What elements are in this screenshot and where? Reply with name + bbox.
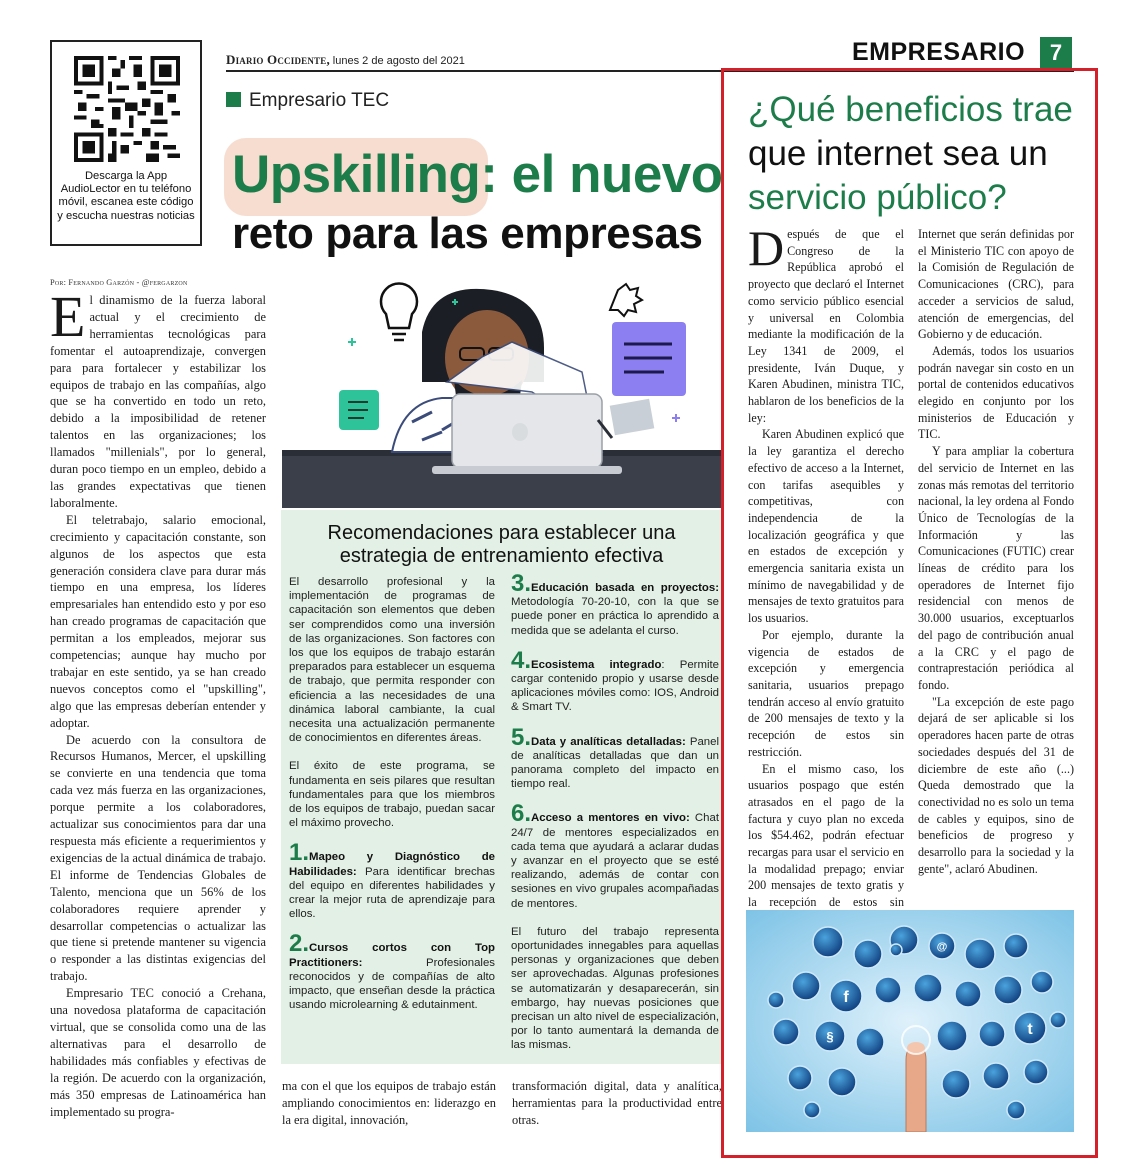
recommendation-number: 6.	[511, 800, 532, 828]
recommendation-item	[511, 723, 719, 792]
qr-code-box	[50, 40, 202, 246]
kicker-label: Empresario TEC	[249, 90, 390, 111]
qr-code-icon	[74, 56, 180, 162]
recommendation-item	[511, 570, 719, 638]
recommendation-item	[511, 800, 719, 910]
sidebar-paragraph: Después de que el Congreso de la República aprobó el proyecto que declaró el Internet como servicio público esencial y universal en Colombia mediante la modificación de la Ley 1341 de 2009, el presidente, Iván Duque, y Karen Abudinen, ministra TIC, hablaron de los beneficios de la ley:	[748, 220, 904, 425]
article-paragraph: Empresario TEC conoció a Crehana, una novedosa plataforma de capacitación virtual, que se consolida como una de las alternativas para el desarrollo de habilidades más confiables y efectivas de la región. De acuerdo con la organización, más 350 empresas de Latinoamérica han implementado su progra-	[50, 986, 266, 1119]
recommendation-item	[289, 930, 495, 1012]
main-article	[50, 284, 266, 1120]
recommendation-number: 5.	[511, 723, 532, 751]
sidebar-paragraph: Karen Abudinen explicó que la ley garantiza el derecho efectivo de acceso a la Internet, con tarifas asequibles y competitivas, con independencia de la localización geográfica y que en estados de excepción y emergencia sanitaria exista un mínimo de navegabilidad y de mensajes de texto gratuitos para los usuarios.	[748, 427, 904, 626]
headline-line-2: reto para las empresas	[232, 209, 703, 258]
recommendation-heading: Mapeo y Diagnóstico de Habilidades:	[289, 851, 495, 878]
article-paragraph: El teletrabajo, salario emocional, crecimiento y capacitación constante, son algunos de los aspectos que esta generación considera clave para durar más tiempo en una empresa, los líderes empresariales han entendido esto y por eso han creado programas de capacitación que permitan a los empleados, mejorar sus competencias; aunque hay mucho por trabajar en este sentido, ya se han creado nuevos conceptos como el "upskilling", algo que las empresas deberían entender y adoptar.	[50, 512, 266, 730]
recommendation-text: Chat 24/7 de mentores especializados en cada tema que ayudará a aclarar dudas y avanzar en el proyecto que se esté realizando, además de contar con sesiones en vivo grupales acompañadas de mentores.	[511, 812, 719, 910]
drop-cap: E	[50, 284, 86, 349]
recommendation-text: Profesionales reconocidos y de compañías de alto impacto, que enseñan desde la práctica usando microlearning & edutainment.	[289, 956, 495, 1012]
svg-text:f: f	[843, 989, 849, 1006]
recommendation-heading: Ecosistema integrado	[531, 658, 662, 671]
sidebar-column-1	[748, 220, 904, 944]
sidebar-paragraph: En el mismo caso, los usuarios pospago que estén atrasados en el pago de la factura y cuyo plan no exceda los $54.462, podrán efectuar recargas para usar el servicio en la modalidad prepago; enviar 200 mensajes de texto gratis y la recepción de estos sin	[748, 761, 904, 910]
article-paragraph: El dinamismo de la fuerza laboral actual y el crecimiento de herramientas tecnológicas para fomentar el autoaprendizaje, convergen para para fortalecer y estabilizar los equipos de trabajo en las compañías, algo que se ha convertido en todo un reto, debido a la imposibilidad de retener talentos en las organizaciones; los llamados "millenials", por lo general, duran poco tiempo en un empleo, debido a las grandes expectativas que tienen laboralmente.	[50, 284, 266, 510]
sidebar-column-2	[918, 226, 1074, 877]
article-continuation: transformación digital, data y analítica, herramientas para la productividad entre otras.	[512, 1079, 722, 1127]
sidebar-headline-line: que internet sea un	[748, 134, 1048, 173]
page-number: 7	[1040, 37, 1072, 68]
headline-line-1	[232, 142, 723, 208]
svg-text:t: t	[1027, 1021, 1033, 1038]
svg-text:§: §	[826, 1029, 834, 1044]
sidebar-paragraph: Además, todos los usuarios podrán navegar sin costo en un portal de contenidos educativos elegido en conjunto por los ministerios de Educación y TIC.	[918, 343, 1074, 442]
recommendations-box	[281, 510, 722, 1064]
recommendation-number: 2.	[289, 930, 310, 958]
sidebar-headline-line: ¿Qué beneficios trae	[748, 90, 1073, 129]
section-label: EMPRESARIO	[852, 38, 1026, 66]
recommendation-heading: Educación basada en proyectos:	[531, 582, 719, 594]
svg-text:@: @	[936, 941, 948, 953]
recommendations-column-right	[511, 570, 719, 1067]
recommendation-heading: Cursos cortos con Top Practitioners:	[289, 942, 495, 969]
article-paragraph: De acuerdo con la consultora de Recursos Humanos, Mercer, el upskilling se convierte en una tendencia que toma cada vez más fuerza en las organizaciones, porque permite a los colaboradores, actualizar sus conocimientos para dar una respuesta más eficiente a requerimientos y exigencias de la actual dinámica de trabajo. El informe de Tendencias Globales de Talento, menciona que un 56% de los colaboradores requiere aprender y desarrollar competencias o actualizar las que tiene si pretende mantener su vigencia o responder a las distintas exigencias del trabajo.	[50, 732, 266, 984]
issue-date: lunes 2 de agosto del 2021	[332, 55, 465, 67]
headline-keyword: Upskilling:	[232, 145, 498, 204]
recommendation-number: 1.	[289, 839, 310, 867]
article-continuation: ma con el que los equipos de trabajo están ampliando conocimientos en: liderazgo en la era digital, innovación,	[282, 1079, 496, 1127]
sidebar-headline	[748, 88, 1078, 220]
sidebar-headline-line: servicio público?	[748, 178, 1007, 217]
byline: Por: Fernando Garzón - @fergarzon	[50, 278, 188, 287]
headline-rest: el nuevo	[511, 145, 723, 204]
recommendation-item	[511, 646, 719, 715]
paper-name: Diario Occidente,	[226, 52, 330, 67]
drop-cap: D	[748, 220, 785, 276]
person-at-laptop-illustration	[282, 262, 722, 508]
recommendations-intro: El éxito de este programa, se fundamenta en seis pilares que resultan fundamentales para que los miembros de los equipos de trabajo, puedan sacar el máximo provecho.	[289, 760, 495, 830]
recommendation-heading: Acceso a mentores en vivo:	[531, 812, 690, 825]
recommendation-number: 3.	[511, 570, 532, 597]
kicker-square-icon	[226, 92, 241, 107]
recommendations-intro: El desarrollo profesional y la implementación de programas de capacitación son elementos que deben ser comprendidos como una inversión de las organizaciones. Son factores con los que los equipos de trabajo estarán preparados para establecer un esquema de trabajo, que permita responder con eficiencia a las necesidades de una dinámica laboral cambiante, la cual necesita una actualización permanente de conocimientos en diferentes áreas.	[289, 576, 495, 745]
recommendation-text: Panel de analíticas detalladas que dan un panorama completo del impacto en tiempo real.	[511, 735, 719, 791]
masthead	[226, 52, 465, 68]
recommendations-column-left	[289, 575, 495, 1026]
sidebar-paragraph: "La excepción de este pago dejará de ser aplicable si los operadores hacen parte de otras sociedades después del 31 de diciembre de este año (...) Queda demostrado que la conectividad no es solo un tema de cables y equipos, sino de beneficios de progreso y desarrollo para la sociedad y la gente", aclaró Abudinen.	[918, 694, 1074, 876]
recommendations-title: Recomendaciones para establecer una estrategia de entrenamiento efectiva	[327, 522, 676, 567]
recommendation-heading: Data y analíticas detalladas:	[531, 735, 686, 748]
sidebar-paragraph: Y para ampliar la cobertura del servicio de Internet en las zonas más remotas del territorio nacional, la ley ordena al Fondo Único de Tecnologías de la Información y las Comunicaciones (FUTIC) crear líneas de crédito para los operadores de Internet fijo residencial con menos de 30.000 usuarios, exceptuarlos del pago de contribución anual a la CRC y el pago de contraprestación periódica al fondo.	[918, 444, 1074, 692]
recommendations-closing: El futuro del trabajo representa oportunidades innegables para aquellas personas y organizaciones que deben ser aprovechadas. Algunas profesiones se automatizarán y desaparecerán, sin embargo, hay nuevas posiciones que precisan un alto nivel de especialización, por lo tanto aumentará la demanda de las mismas.	[511, 925, 719, 1052]
social-media-icons-image	[746, 910, 1074, 1132]
recommendation-text: Para identificar brechas del equipo en diferentes habilidades y crear la mejor ruta de aprendizaje para ellos.	[289, 865, 495, 921]
recommendation-number: 4.	[511, 646, 532, 674]
recommendation-item	[289, 839, 495, 921]
kicker	[226, 90, 389, 112]
recommendation-text: : Permite cargar contenido propio y usarse desde aplicaciones móviles como: IOS, Android & Smart TV.	[511, 658, 719, 714]
recommendation-text: Metodología 70-20-10, con la que se puede poner en práctica lo aprendido a medida que se adelanta el curso.	[511, 596, 719, 637]
qr-caption: Descarga la App AudioLector en tu teléfono móvil, escanea este código y escucha nuestras noticias	[57, 170, 195, 222]
sidebar-paragraph: Internet que serán definidas por el Ministerio TIC con apoyo de la Comisión de Regulación de Comunicaciones (CRC), para acceder a servicios de salud, atención de emergencias, del Gobierno y de educación.	[918, 227, 1074, 342]
sidebar-paragraph: Por ejemplo, durante la vigencia de estados de excepción y emergencia sanitaria, usuarios prepago tendrán acceso al envío gratuito de 200 mensajes de texto y la recepción de estos sin restricción.	[748, 627, 904, 759]
